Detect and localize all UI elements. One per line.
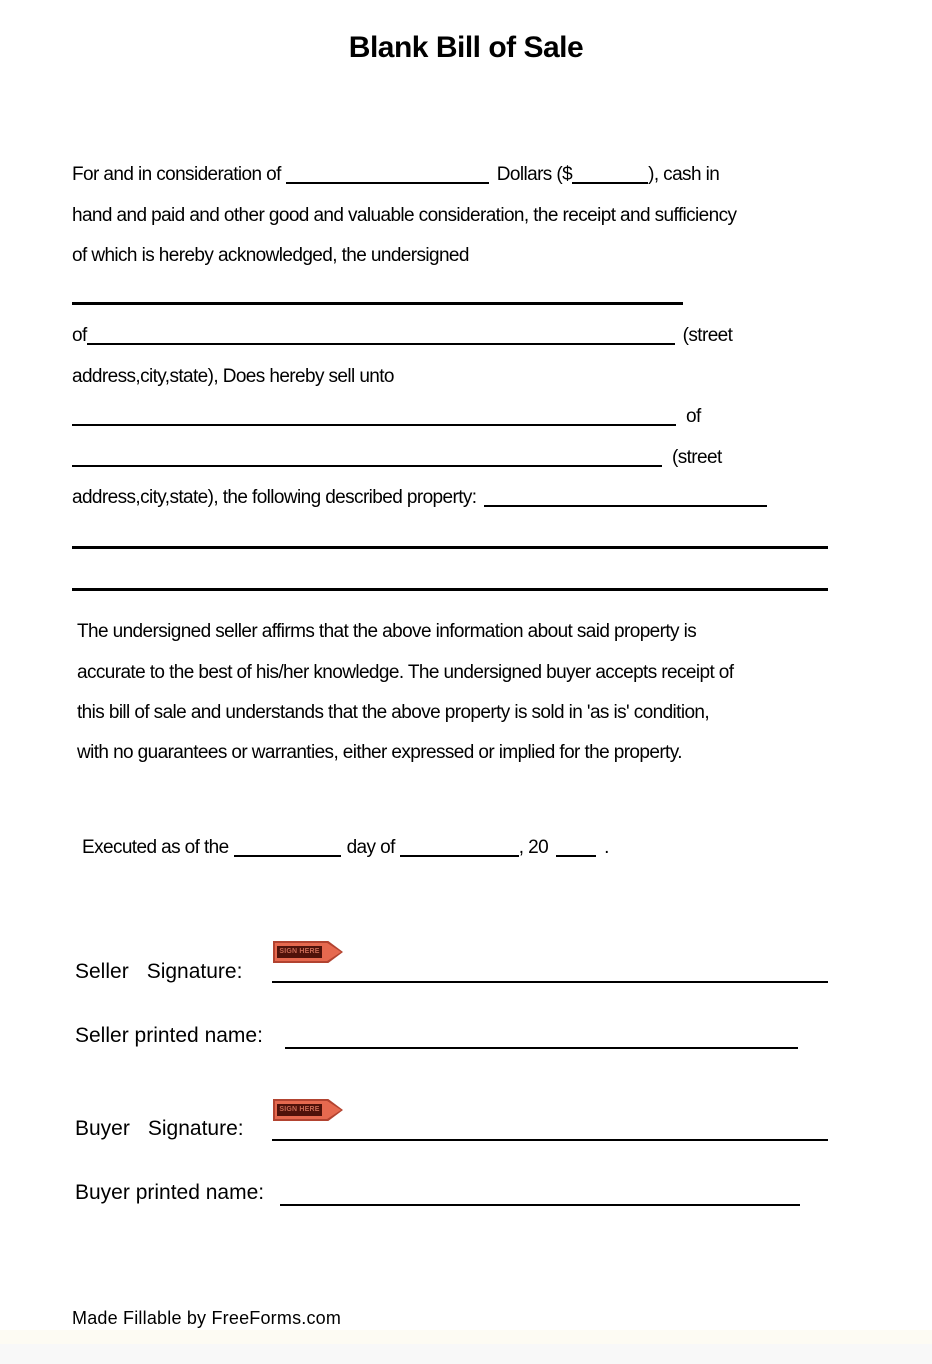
consideration-amount-words-field[interactable] [286, 182, 489, 184]
buyer-name-field[interactable] [72, 424, 676, 426]
consideration-dollars-label: Dollars ($ [496, 164, 573, 185]
footer-credit: Made Fillable by FreeForms.com [72, 1308, 342, 1328]
buyer-label: Buyer [75, 1117, 130, 1140]
seller-sign-here-tag[interactable] [273, 941, 343, 963]
execution-period: . [604, 837, 609, 858]
page-title: Blank Bill of Sale [348, 31, 584, 64]
buyer-sign-here-tag[interactable] [273, 1099, 343, 1121]
affirmation-line-3: this bill of sale and understands that the above property is sold in 'as is' condition, [77, 702, 710, 723]
seller-name-field[interactable] [72, 302, 683, 305]
execution-day-of-label: day of [346, 837, 395, 858]
property-description-field-2[interactable] [72, 546, 828, 549]
buyer-address-field[interactable] [72, 465, 662, 467]
seller-address-field[interactable] [87, 343, 675, 345]
consideration-text-before-amount: For and in consideration of [72, 164, 281, 185]
seller-street-note: (street [682, 325, 733, 346]
affirmation-line-2: accurate to the best of his/her knowledge. The undersigned buyer accepts receipt of [77, 662, 734, 683]
buyer-address-line-2: address,city,state), the following described property: [72, 487, 477, 508]
seller-label: Seller [75, 960, 129, 983]
consideration-text-after-number: ), cash in [648, 164, 720, 185]
execution-year-field[interactable] [556, 855, 596, 857]
buyer-printed-name-field[interactable] [280, 1204, 800, 1206]
seller-printed-name-field[interactable] [285, 1047, 798, 1049]
seller-address-line-2: address,city,state), Does hereby sell unto [72, 366, 394, 387]
affirmation-line-1: The undersigned seller affirms that the above information about said property is [77, 621, 697, 642]
buyer-signature-label-row [75, 1117, 244, 1141]
buyer-signature-label: Signature: [147, 1117, 244, 1140]
consideration-line-1 [72, 164, 719, 186]
consideration-amount-number-field[interactable] [572, 182, 648, 184]
affirmation-line-4: with no guarantees or warranties, either expressed or implied for the property. [77, 742, 682, 763]
execution-date-line [82, 837, 609, 859]
buyer-signature-field[interactable] [272, 1139, 828, 1141]
seller-signature-label: Signature: [146, 960, 243, 983]
property-description-field-1[interactable] [484, 505, 767, 507]
sign-here-tag-text: SIGN HERE [277, 1104, 322, 1116]
execution-month-field[interactable] [400, 855, 519, 857]
consideration-line-2: hand and paid and other good and valuable consideration, the receipt and sufficiency [72, 205, 737, 226]
execution-day-field[interactable] [234, 855, 341, 857]
execution-year-prefix: , 20 [518, 837, 549, 858]
buyer-name-line [72, 406, 701, 428]
watermark-strip [0, 1330, 932, 1344]
seller-address-line [72, 325, 732, 347]
seller-signature-label-row [75, 960, 242, 984]
page-edge-band [0, 1344, 932, 1364]
property-description-line [72, 487, 767, 509]
buyer-of-label: of [686, 406, 701, 427]
seller-printed-name-label: Seller printed name: [75, 1024, 263, 1047]
sign-here-tag-text: SIGN HERE [277, 946, 322, 958]
execution-prefix: Executed as of the [82, 837, 229, 858]
buyer-printed-name-label: Buyer printed name: [75, 1181, 265, 1204]
property-description-field-3[interactable] [72, 588, 828, 591]
seller-signature-field[interactable] [272, 981, 828, 983]
buyer-street-note: (street [672, 447, 722, 468]
seller-of-label: of [72, 325, 87, 346]
consideration-line-3: of which is hereby acknowledged, the undersigned [72, 245, 469, 266]
buyer-address-line [72, 447, 722, 469]
